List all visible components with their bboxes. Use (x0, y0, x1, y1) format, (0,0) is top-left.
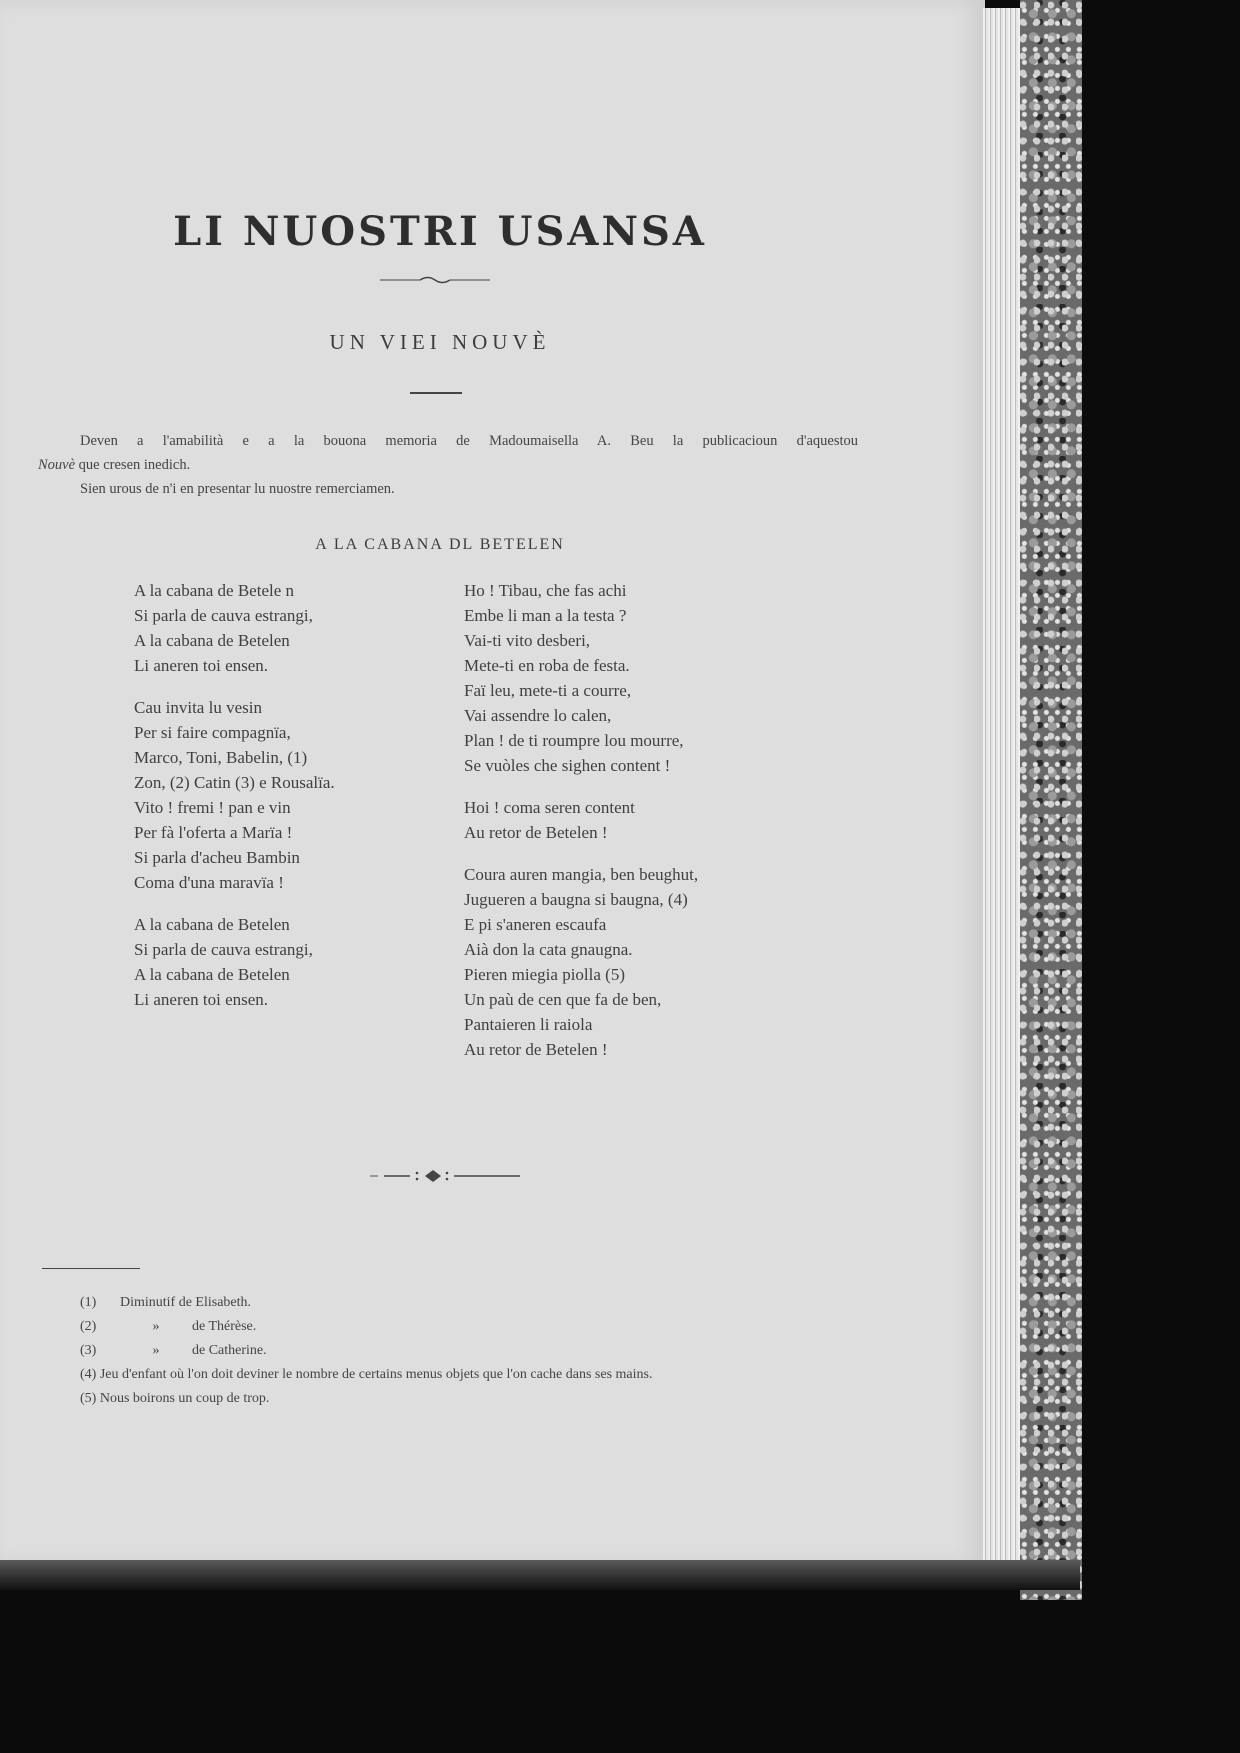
right-verse-line: Ho ! Tibau, che fas achi (464, 581, 627, 600)
left-verse-line: Li aneren toi ensen. (134, 656, 269, 675)
page-bottom-shadow (0, 1560, 1080, 1590)
stanza-gap (134, 678, 335, 695)
footnote-4-number: (4) (80, 1367, 97, 1382)
footnote-2-number: (2) (80, 1319, 97, 1334)
end-ornament (370, 1168, 520, 1184)
left-verse-line: Si parla de cauva estrangi, (134, 606, 313, 625)
poem-column-right (464, 578, 698, 1062)
footnote-5 (38, 1387, 844, 1411)
footnote-3-number: (3) (80, 1343, 97, 1358)
right-verse-line: Au retor de Betelen ! (464, 823, 608, 842)
intro-nouve-word: Nouvè (38, 457, 76, 473)
footnote-3-text: de Catherine. (192, 1343, 267, 1358)
stanza-gap (464, 845, 698, 862)
right-verse-line: Un paù de cen que fa de ben, (464, 990, 662, 1009)
footnote-2-ditto: » (152, 1319, 160, 1334)
left-verse-line: Per fà l'oferta a Marïa ! (134, 823, 293, 842)
right-verse-line: Se vuòles che sighen content ! (464, 756, 671, 775)
introduction (38, 429, 858, 501)
left-verse-line: Coma d'una maravïa ! (134, 873, 284, 892)
stanza-gap (464, 778, 698, 795)
footnote-4-text: Jeu d'enfant où l'on doit deviner le nombre de certains menus objets que l'on cache dans ses mains. (99, 1367, 653, 1382)
right-verse-line: Plan ! de ti roumpre lou mourre, (464, 731, 684, 750)
left-verse-line: Si parla d'acheu Bambin (134, 848, 300, 867)
poem-title: UN VIEI NOUVÈ (329, 330, 551, 354)
right-verse-line: Au retor de Betelen ! (464, 1040, 608, 1059)
footnote-2 (38, 1315, 844, 1339)
footnotes (38, 1291, 844, 1411)
intro-line-3: Sien urous de n'i en presentar lu nuostre remerciamen. (80, 481, 395, 497)
left-verse-line: A la cabana de Betelen (134, 631, 290, 650)
right-verse-line: Mete-ti en roba de festa. (464, 656, 630, 675)
footnote-1-text: Diminutif de Elisabeth. (120, 1295, 252, 1310)
right-verse-line: Pantaieren li raiola (464, 1015, 593, 1034)
left-verse-line: Per si faire compagnïa, (134, 723, 291, 742)
right-verse-line: Aià don la cata gnaugna. (464, 940, 633, 959)
title-rule (410, 392, 462, 394)
left-verse-line: A la cabana de Betele n (134, 581, 295, 600)
left-verse-line: Li aneren toi ensen. (134, 990, 269, 1009)
section-title: LI NUOSTRI USANSA (173, 208, 707, 255)
footnote-rule (42, 1268, 140, 1269)
song-title: A LA CABANA DL BETELEN (315, 536, 565, 553)
left-verse-line: Cau invita lu vesin (134, 698, 262, 717)
left-verse-line: Zon, (2) Catin (3) e Rousalïa. (134, 773, 335, 792)
footnote-1 (38, 1291, 844, 1315)
right-verse-line: Vai assendre lo calen, (464, 706, 612, 725)
left-verse-line: A la cabana de Betelen (134, 965, 290, 984)
left-verse-line: A la cabana de Betelen (134, 915, 290, 934)
right-verse-line: Jugueren a baugna si baugna, (4) (464, 890, 688, 909)
footnote-3 (38, 1339, 844, 1363)
title-flourish (380, 272, 490, 286)
right-verse-line: Vai-ti vito desberi, (464, 631, 591, 650)
marbled-cover-edge (1020, 0, 1082, 1600)
page-edges (983, 8, 1021, 1568)
right-verse-line: Embe li man a la testa ? (464, 606, 627, 625)
right-verse-line: E pi s'aneren escaufa (464, 915, 607, 934)
left-verse-line: Si parla de cauva estrangi, (134, 940, 313, 959)
intro-line-2-rest: que cresen inedich. (75, 457, 191, 473)
right-verse-line: Faï leu, mete-ti a courre, (464, 681, 632, 700)
right-verse-line: Hoi ! coma seren content (464, 798, 635, 817)
poem-column-left (134, 578, 335, 1012)
right-verse-line: Coura auren mangia, ben beughut, (464, 865, 699, 884)
footnote-4 (38, 1363, 844, 1387)
footnote-2-text: de Thérèse. (192, 1319, 257, 1334)
footnote-5-number: (5) (80, 1391, 97, 1406)
footnote-5-text: Nous boirons un coup de trop. (99, 1391, 270, 1406)
left-verse-line: Vito ! fremi ! pan e vin (134, 798, 291, 817)
right-verse-line: Pieren miegia piolla (5) (464, 965, 625, 984)
left-verse-line: Marco, Toni, Babelin, (1) (134, 748, 308, 767)
stanza-gap (134, 895, 335, 912)
intro-line-1: Deven a l'amabilità e a la bouona memoria de Madoumaisella A. Beu la publicacioun d'aquestou (80, 433, 858, 449)
footnote-3-ditto: » (152, 1343, 160, 1358)
footnote-1-number: (1) (80, 1295, 97, 1310)
intro-line-2 (38, 453, 858, 477)
